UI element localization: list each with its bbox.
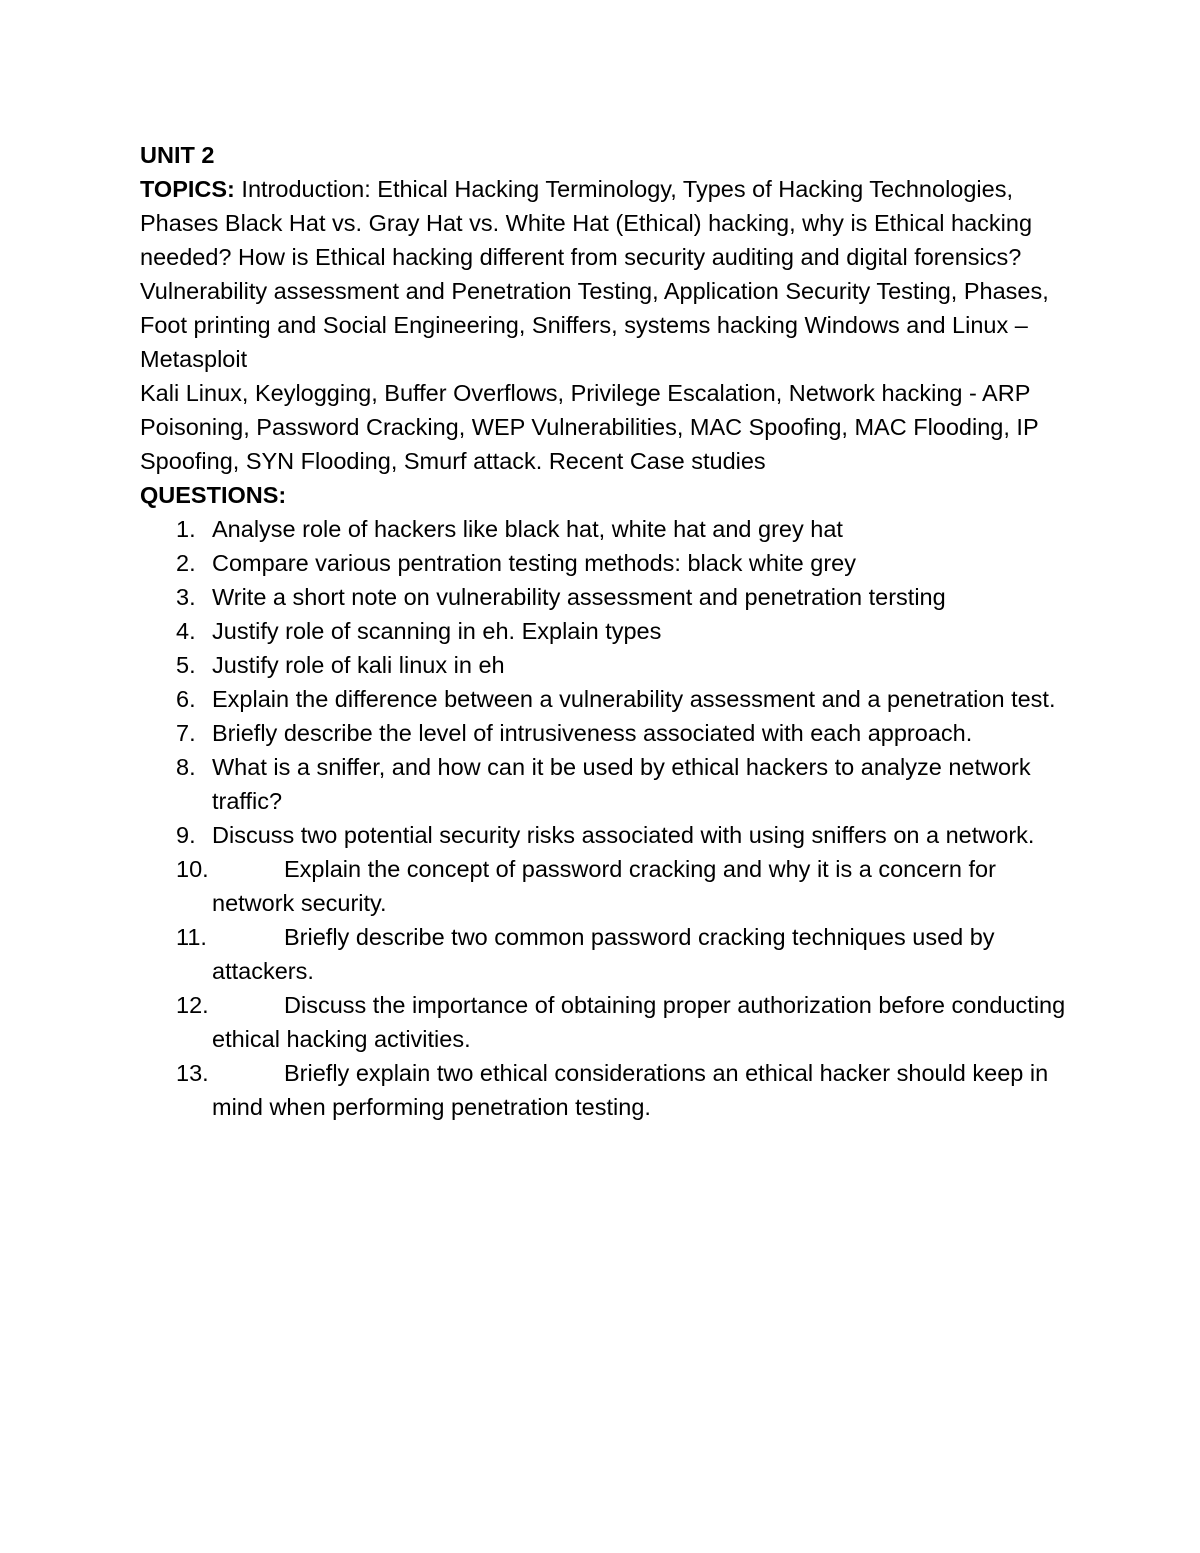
question-number: 10. [176,856,209,882]
question-number: 3. [176,584,196,610]
question-item [140,1056,1070,1124]
question-item [140,716,1070,750]
questions-label: QUESTIONS: [140,482,287,508]
question-text: Justify role of kali linux in eh [212,652,505,678]
question-item [140,512,1070,546]
question-number: 11. [176,924,207,950]
question-item [140,546,1070,580]
topics-paragraph-1 [140,172,1070,274]
question-text: Explain the concept of password cracking and why it is a concern for network security. [212,856,996,916]
question-text: Discuss two potential security risks associated with using sniffers on a network. [212,822,1035,848]
topics-text-1: Introduction: Ethical Hacking Terminology, Types of Hacking Technologies, Phases Black Hat vs. Gray Hat vs. White Hat (Ethical) hacking, why is Ethical hacking needed? How is Ethical hacking different from security auditing and digital forensics? [140,176,1033,270]
question-text: Justify role of scanning in eh. Explain types [212,618,662,644]
question-item [140,682,1070,716]
topics-paragraph-3: Kali Linux, Keylogging, Buffer Overflows, Privilege Escalation, Network hacking - ARP Poisoning, Password Cracking, WEP Vulnerabilities, MAC Spoofing, MAC Flooding, IP Spoofing, SYN Flooding, Smurf attack. Recent Case studies [140,380,1039,474]
topics-label: TOPICS: [140,176,235,202]
question-number: 1. [176,516,196,542]
question-item [140,852,1070,920]
question-item [140,580,1070,614]
document-page [140,138,1070,1124]
question-number: 9. [176,822,196,848]
question-number: 2. [176,550,196,576]
question-text: Compare various pentration testing methods: black white grey [212,550,856,576]
topics-paragraph-2: Vulnerability assessment and Penetration Testing, Application Security Testing, Phases, Foot printing and Social Engineering, Sniffers, systems hacking Windows and Linux – Metasploit [140,278,1049,372]
question-item [140,818,1070,852]
question-text: Briefly describe two common password cracking techniques used by attackers. [212,924,995,984]
question-number: 5. [176,652,196,678]
question-item [140,920,1070,988]
question-text: Analyse role of hackers like black hat, white hat and grey hat [212,516,843,542]
question-number: 12. [176,992,209,1018]
question-text: Briefly describe the level of intrusiveness associated with each approach. [212,720,973,746]
questions-list [140,512,1070,1124]
question-text: Briefly explain two ethical considerations an ethical hacker should keep in mind when performing penetration testing. [212,1060,1049,1120]
question-number: 4. [176,618,196,644]
question-text: Discuss the importance of obtaining proper authorization before conducting ethical hacking activities. [212,992,1066,1052]
question-text: What is a sniffer, and how can it be used by ethical hackers to analyze network traffic? [212,754,1031,814]
question-text: Write a short note on vulnerability assessment and penetration tersting [212,584,946,610]
question-item [140,988,1070,1056]
question-number: 13. [176,1060,209,1086]
question-item [140,614,1070,648]
question-number: 8. [176,754,196,780]
question-number: 6. [176,686,196,712]
question-number: 7. [176,720,196,746]
question-text: Explain the difference between a vulnerability assessment and a penetration test. [212,686,1056,712]
question-item [140,750,1070,818]
question-item [140,648,1070,682]
unit-title: UNIT 2 [140,142,215,168]
